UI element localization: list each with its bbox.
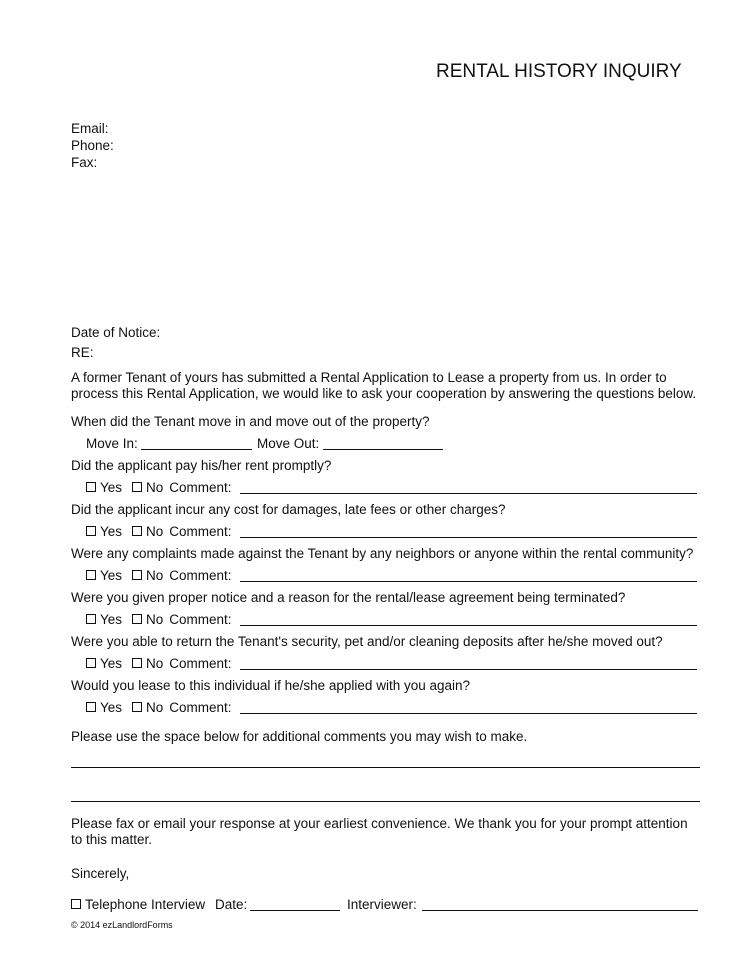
no-checkbox[interactable] <box>132 570 142 580</box>
fax-label: Fax: <box>71 155 98 170</box>
interview-date-label: Date: <box>215 897 248 912</box>
no-option[interactable] <box>132 480 163 496</box>
answer-row-4 <box>86 612 232 628</box>
yes-label: Yes <box>100 700 123 715</box>
yes-option[interactable] <box>86 612 122 628</box>
no-label: No <box>146 656 164 671</box>
interviewer-field[interactable] <box>422 910 698 911</box>
yes-label: Yes <box>100 568 123 583</box>
yes-label: Yes <box>100 480 123 495</box>
comment-label: Comment: <box>169 700 232 715</box>
no-checkbox[interactable] <box>132 526 142 536</box>
no-label: No <box>146 612 164 627</box>
email-label: Email: <box>71 121 109 136</box>
copyright: © 2014 ezLandlordForms <box>71 920 173 930</box>
yes-checkbox[interactable] <box>86 702 96 712</box>
additional-comment-line-1[interactable] <box>71 767 700 768</box>
yes-checkbox[interactable] <box>86 526 96 536</box>
yes-label: Yes <box>100 656 123 671</box>
move-question: When did the Tenant move in and move out of the property? <box>71 414 430 429</box>
no-checkbox[interactable] <box>132 702 142 712</box>
no-checkbox[interactable] <box>132 658 142 668</box>
date-of-notice-label: Date of Notice: <box>71 325 161 340</box>
yes-option[interactable] <box>86 656 122 672</box>
page-title: RENTAL HISTORY INQUIRY <box>436 61 682 82</box>
closing-line-1: Please fax or email your response at your earliest convenience. We thank you for your prompt attention <box>71 816 688 831</box>
re-label: RE: <box>71 345 94 360</box>
interviewer-label: Interviewer: <box>347 897 417 912</box>
no-option[interactable] <box>132 656 163 672</box>
yes-label: Yes <box>100 612 123 627</box>
move-out-label: Move Out: <box>257 436 320 451</box>
additional-comments-label: Please use the space below for additional comments you may wish to make. <box>71 729 528 744</box>
additional-comment-line-2[interactable] <box>71 801 700 802</box>
intro-line-1: A former Tenant of yours has submitted a Rental Application to Lease a property from us. In order to <box>71 370 667 385</box>
answer-row-5 <box>86 656 232 672</box>
yes-option[interactable] <box>86 524 122 540</box>
telephone-interview-row <box>71 897 205 913</box>
answer-row-1 <box>86 480 232 496</box>
question-3: Were any complaints made against the Tenant by any neighbors or anyone within the rental community? <box>71 546 694 561</box>
answer-row-6 <box>86 700 232 716</box>
no-label: No <box>146 524 164 539</box>
intro-line-2: process this Rental Application, we would like to ask your cooperation by answering the questions below. <box>71 386 697 401</box>
yes-label: Yes <box>100 524 123 539</box>
question-4: Were you given proper notice and a reason for the rental/lease agreement being terminated? <box>71 590 626 605</box>
comment-field-1[interactable] <box>240 493 697 494</box>
no-option[interactable] <box>132 612 163 628</box>
no-checkbox[interactable] <box>132 482 142 492</box>
closing-line-2: to this matter. <box>71 832 153 847</box>
yes-option[interactable] <box>86 700 122 716</box>
yes-checkbox[interactable] <box>86 614 96 624</box>
comment-field-5[interactable] <box>240 669 697 670</box>
comment-field-3[interactable] <box>240 581 697 582</box>
answer-row-2 <box>86 524 232 540</box>
comment-field-4[interactable] <box>240 625 697 626</box>
move-in-label: Move In: <box>86 436 138 451</box>
no-option[interactable] <box>132 524 163 540</box>
yes-checkbox[interactable] <box>86 570 96 580</box>
yes-option[interactable] <box>86 568 122 584</box>
phone-label: Phone: <box>71 138 114 153</box>
answer-row-3 <box>86 568 232 584</box>
question-1: Did the applicant pay his/her rent promptly? <box>71 458 332 473</box>
no-option[interactable] <box>132 700 163 716</box>
sincerely-label: Sincerely, <box>71 866 130 881</box>
interview-date-field[interactable] <box>250 910 340 911</box>
no-label: No <box>146 700 164 715</box>
no-option[interactable] <box>132 568 163 584</box>
yes-option[interactable] <box>86 480 122 496</box>
comment-label: Comment: <box>169 656 232 671</box>
telephone-interview-checkbox[interactable] <box>71 899 81 909</box>
comment-field-2[interactable] <box>240 537 697 538</box>
question-5: Were you able to return the Tenant's security, pet and/or cleaning deposits after he/she moved out? <box>71 634 663 649</box>
telephone-interview-label: Telephone Interview <box>85 897 206 912</box>
comment-label: Comment: <box>169 480 232 495</box>
comment-label: Comment: <box>169 612 232 627</box>
comment-label: Comment: <box>169 568 232 583</box>
yes-checkbox[interactable] <box>86 482 96 492</box>
question-6: Would you lease to this individual if he/she applied with you again? <box>71 678 471 693</box>
no-checkbox[interactable] <box>132 614 142 624</box>
comment-field-6[interactable] <box>240 713 697 714</box>
yes-checkbox[interactable] <box>86 658 96 668</box>
no-label: No <box>146 568 164 583</box>
no-label: No <box>146 480 164 495</box>
move-in-field[interactable] <box>141 449 252 450</box>
question-2: Did the applicant incur any cost for damages, late fees or other charges? <box>71 502 506 517</box>
comment-label: Comment: <box>169 524 232 539</box>
move-out-field[interactable] <box>323 449 443 450</box>
